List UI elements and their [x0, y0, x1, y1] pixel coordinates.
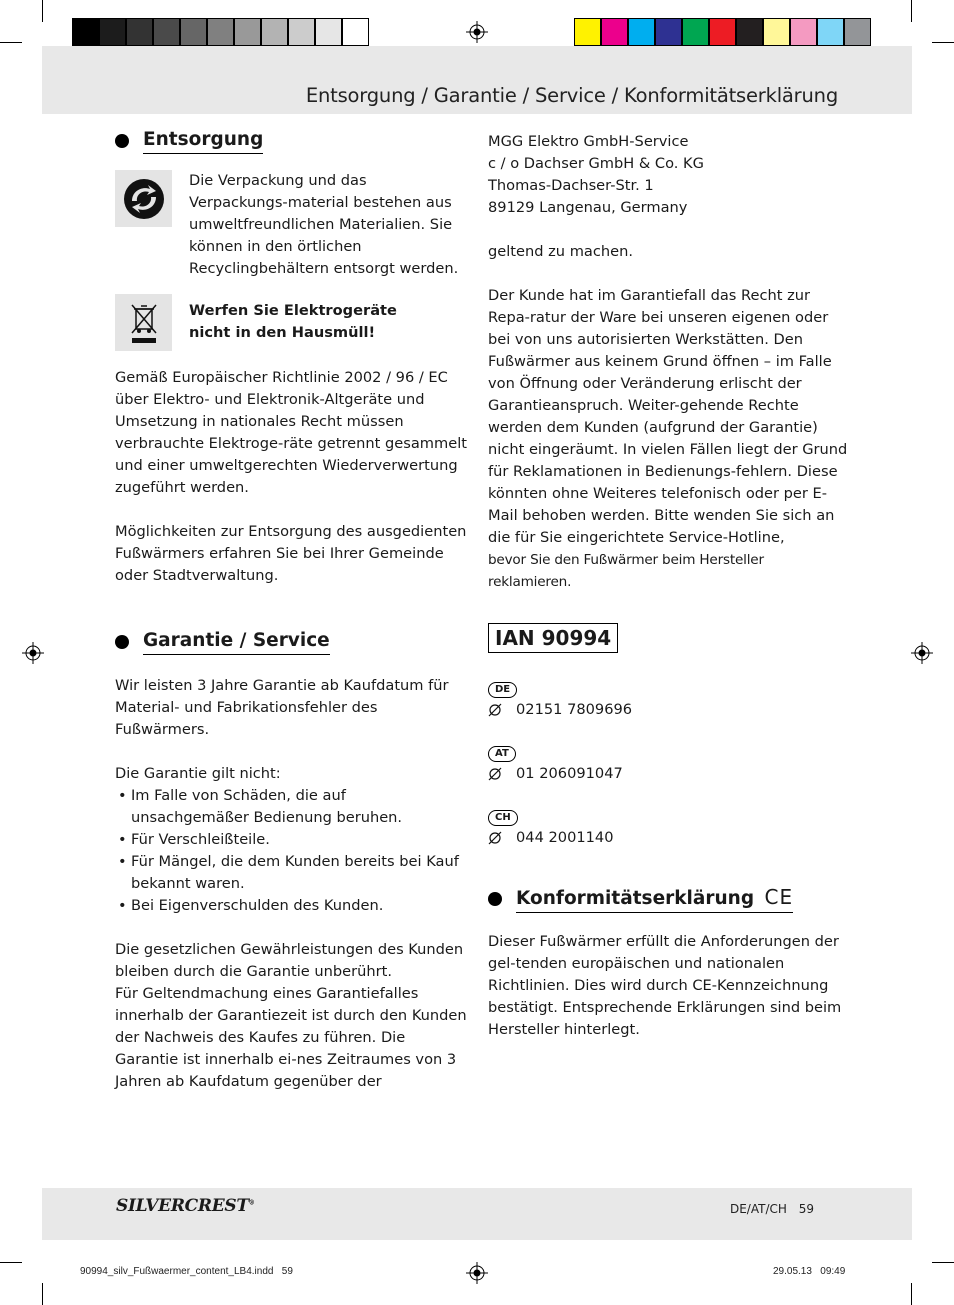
- konformitaet-text: Dieser Fußwärmer erfüllt die Anforderungen der gel-tenden europäischen und nationalen Richtlinien. Dies wird durch CE-Kennzeichnung bestätigt. Entsprechende Erklärungen sind beim Hersteller hinterlegt.: [488, 933, 842, 1038]
- footer-pageinfo: [730, 1202, 814, 1216]
- phone-line: [488, 827, 848, 849]
- weee-warning-line: nicht in den Hausmüll!: [189, 324, 376, 341]
- registration-mark-icon: [466, 1262, 488, 1284]
- section-heading-garantie: [115, 629, 467, 655]
- color-swatch: [736, 18, 763, 46]
- phone-icon: [488, 767, 502, 781]
- hotline-entry: [488, 805, 848, 849]
- left-column: [115, 128, 467, 1093]
- bullet-dot-icon: [488, 892, 502, 906]
- registration-mark-icon: [466, 21, 488, 43]
- crossed-bin-icon: [115, 294, 172, 351]
- color-swatch: [628, 18, 655, 46]
- garantie-intro: Wir leisten 3 Jahre Garantie ab Kaufdatum für Material- und Fabrikationsfehler des Fußwärmers.: [115, 677, 449, 738]
- directive-text: Gemäß Europäischer Richtlinie 2002 / 96 / EC über Elektro- und Elektronik-Altgeräte und Umsetzung in nationales Recht müssen verbrauchte Elektroge-räte getrennt gesammelt und einer umweltgerechten Wiederverwertung zugeführt werden.: [115, 369, 467, 496]
- brand-name: SILVERCREST: [116, 1196, 249, 1216]
- phone-icon: [488, 703, 502, 717]
- list-item: • Für Verschleißteile.: [115, 829, 467, 851]
- country-badge: CH: [488, 810, 518, 826]
- claim-text: Für Geltendmachung eines Garantiefalles innerhalb der Garantiezeit ist durch den Kunden der Nachweis des Kaufes zu führen. Die Garantie ist innerhalb ei-nes Zeitraumes von 3 Jahren ab Kaufdatum gegenüber der: [115, 985, 467, 1090]
- crop-mark: [0, 1262, 22, 1263]
- heading-garantie: Garantie / Service: [143, 629, 330, 655]
- exclusion-list: [115, 785, 467, 917]
- address-line: c / o Dachser GmbH & Co. KG: [488, 155, 704, 172]
- color-swatch: [234, 18, 261, 46]
- heading-konformitaet-text: Konformitätserklärung: [516, 888, 755, 909]
- crop-mark: [42, 1283, 43, 1305]
- phone-number: 044 2001140: [516, 829, 614, 846]
- garantie-not-valid-label: Die Garantie gilt nicht:: [115, 765, 281, 782]
- color-swatch: [288, 18, 315, 46]
- statutory-text: Die gesetzlichen Gewährleistungen des Kunden bleiben durch die Garantie unberührt.: [115, 941, 464, 980]
- phone-number: 02151 7809696: [516, 701, 633, 718]
- phone-number: 01 206091047: [516, 765, 623, 782]
- ce-mark-icon: CE: [764, 885, 794, 909]
- color-swatch: [261, 18, 288, 46]
- color-swatch: [655, 18, 682, 46]
- locale-label: DE/AT/CH: [729, 1202, 787, 1216]
- list-item: • Im Falle von Schäden, die auf unsachgemäßer Bedienung beruhen.: [115, 785, 467, 829]
- color-swatch: [844, 18, 871, 46]
- packaging-block: [115, 170, 467, 280]
- color-swatch: [763, 18, 790, 46]
- registration-mark-icon: [22, 642, 44, 664]
- list-item: • Bei Eigenverschulden des Kunden.: [115, 895, 467, 917]
- hotline-entry: [488, 677, 848, 721]
- crop-mark: [42, 0, 43, 22]
- ian-number: IAN 90994: [488, 623, 618, 653]
- page-title: Entsorgung / Garantie / Service / Konformitätserklärung: [305, 84, 838, 107]
- heading-konformitaet: [516, 885, 793, 913]
- country-badge: AT: [488, 746, 516, 762]
- footer-band: [42, 1188, 912, 1240]
- hotline-entry: [488, 741, 848, 785]
- list-item: • Für Mängel, die dem Kunden bereits bei Kauf bekannt waren.: [115, 851, 467, 895]
- weee-warning: [189, 294, 397, 351]
- section-heading-konformitaet: [488, 885, 848, 913]
- color-swatch: [315, 18, 342, 46]
- color-swatch: [342, 18, 369, 46]
- recycling-arrows-icon: [115, 170, 172, 227]
- header-band: [42, 46, 912, 114]
- color-swatch: [790, 18, 817, 46]
- weee-block: [115, 294, 467, 351]
- color-swatch: [153, 18, 180, 46]
- crop-mark: [932, 42, 954, 43]
- color-swatch: [601, 18, 628, 46]
- crop-mark: [911, 1283, 912, 1305]
- repair-text: Der Kunde hat im Garantiefall das Recht zur Repa-ratur der Ware bei unseren eigenen oder bei von uns autorisierten Werkstätten. Den Fußwärmer aus keinem Grund öffnen – im Falle von Öffnung oder Veränderung erlischt der Garantieanspruch. Weiter-gehende Rechte werden dem Kunden (aufgrund der Garantie) nicht eingeräumt. In vielen Fällen liegt der Grund für Reklamationen in Bedienungs-fehlern. Diese könnten ohne Weiteres telefonisch oder per E-Mail behoben werden. Bitte wenden Sie sich an die für Sie eingerichtete Service-Hotline,: [488, 287, 848, 546]
- packaging-text: Die Verpackung und das Verpackungs-material bestehen aus umweltfreundlichen Materialien. Sie können in den örtlichen Recyclingbehältern entsorgt werden.: [189, 172, 459, 277]
- assert-text: geltend zu machen.: [488, 243, 633, 260]
- bullet-dot-icon: [115, 635, 129, 649]
- color-swatch: [72, 18, 99, 46]
- color-swatch: [709, 18, 736, 46]
- crop-mark: [911, 0, 912, 22]
- grayscale-bar: [72, 18, 369, 46]
- registration-mark-icon: [911, 642, 933, 664]
- color-swatch: [682, 18, 709, 46]
- address-line: 89129 Langenau, Germany: [488, 199, 688, 216]
- color-swatch: [574, 18, 601, 46]
- color-swatch: [126, 18, 153, 46]
- brand-logo: [116, 1196, 254, 1216]
- service-address: [488, 131, 848, 219]
- page-number: 59: [798, 1202, 814, 1216]
- color-swatch: [180, 18, 207, 46]
- slug-timestamp: 29.05.13 09:49: [773, 1266, 846, 1277]
- hotline-list: [488, 677, 848, 849]
- color-swatch: [99, 18, 126, 46]
- color-swatch: [207, 18, 234, 46]
- weee-warning-line: Werfen Sie Elektrogeräte: [189, 302, 397, 319]
- color-swatch: [817, 18, 844, 46]
- address-line: Thomas-Dachser-Str. 1: [488, 177, 654, 194]
- right-column: [488, 131, 848, 1041]
- address-line: MGG Elektro GmbH-Service: [488, 133, 689, 150]
- crop-mark: [932, 1262, 954, 1263]
- section-heading-entsorgung: [115, 128, 467, 154]
- disposal-text: Möglichkeiten zur Entsorgung des ausgedienten Fußwärmers erfahren Sie bei Ihrer Gemeinde oder Stadtverwaltung.: [115, 523, 467, 584]
- country-badge: DE: [488, 682, 517, 698]
- phone-icon: [488, 831, 502, 845]
- color-bar: [574, 18, 871, 46]
- repair-text-last: bevor Sie den Fußwärmer beim Hersteller reklamieren.: [488, 552, 764, 590]
- crop-mark: [0, 42, 22, 43]
- slug-filename: 90994_silv_Fußwaermer_content_LB4.indd 59: [80, 1266, 293, 1277]
- bullet-dot-icon: [115, 134, 129, 148]
- phone-line: [488, 763, 848, 785]
- phone-line: [488, 699, 848, 721]
- brand-trademark: ®: [248, 1199, 255, 1207]
- heading-entsorgung: Entsorgung: [143, 128, 263, 154]
